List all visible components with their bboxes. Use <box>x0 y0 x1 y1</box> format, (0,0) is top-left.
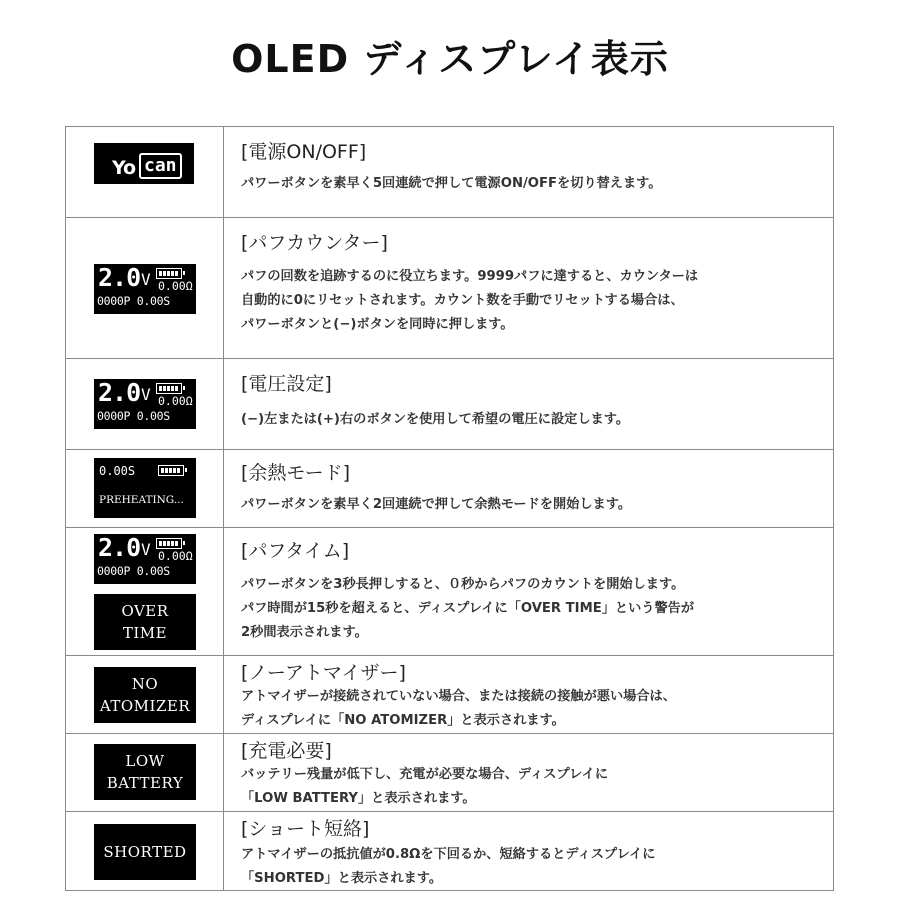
section-title: [パフタイム] <box>241 540 350 562</box>
section-body-line: パワーボタンと(−)ボタンを同時に押します。 <box>241 317 514 332</box>
battery-icon <box>156 383 182 394</box>
section-body-line: 「SHORTED」と表示されます。 <box>241 871 443 886</box>
oled-screen-logo <box>94 143 194 184</box>
puff-time-readout: 0000P 0.00S <box>97 409 170 423</box>
voltage-value: 2.0 <box>98 263 141 292</box>
logo-text-yo: Yo <box>112 157 136 179</box>
section-title: [ショート短絡] <box>241 818 370 840</box>
section-body-line: パワーボタンを素早く5回連続で押して電源ON/OFFを切り替えます。 <box>241 176 662 191</box>
oled-screen-over-time <box>94 594 196 650</box>
section-body-line: パフの回数を追跡するのに役立ちます。9999パフに達すると、カウンターは <box>241 269 699 284</box>
oled-screen-voltage <box>94 534 196 584</box>
page-title: OLED ディスプレイ表示 <box>231 37 669 81</box>
table-row-puff-time <box>66 527 833 655</box>
section-body-line: バッテリー残量が低下し、充電が必要な場合、ディスプレイに <box>241 767 609 782</box>
screen-line-1: LOW <box>125 752 165 770</box>
section-body-line: パフ時間が15秒を超えると、ディスプレイに「OVER TIME」という警告が <box>241 601 695 616</box>
oled-screen-voltage <box>94 379 196 429</box>
section-body-line: (−)左または(+)右のボタンを使用して希望の電圧に設定します。 <box>241 412 630 427</box>
voltage-value: 2.0 <box>98 533 141 562</box>
voltage-unit: V <box>141 540 151 559</box>
section-title: [電源ON/OFF] <box>241 141 367 163</box>
section-body-line: アトマイザーの抵抗値が0.8Ωを下回るか、短絡するとディスプレイに <box>241 847 656 862</box>
section-title: [電圧設定] <box>241 373 332 395</box>
section-body-line: パワーボタンを素早く2回連続で押して余熱モードを開始します。 <box>241 497 632 512</box>
oled-screen-shorted <box>94 824 196 880</box>
section-body-line: 「LOW BATTERY」と表示されます。 <box>241 791 476 806</box>
logo-text-can: can <box>139 153 182 179</box>
battery-icon <box>156 538 182 549</box>
table-row-power <box>66 127 833 217</box>
table-row-puff-counter <box>66 217 833 358</box>
table-row-preheat <box>66 449 833 527</box>
section-body-line: アトマイザーが接続されていない場合、または接続の接触が悪い場合は、 <box>241 689 676 704</box>
section-body-line: 自動的に0にリセットされます。カウント数を手動でリセットする場合は、 <box>241 293 684 308</box>
preheat-status: PREHEATING... <box>99 494 184 506</box>
table-row-low-battery <box>66 733 833 811</box>
table-row-shorted <box>66 811 833 890</box>
voltage-unit: V <box>141 270 151 289</box>
screen-line-1: SHORTED <box>103 843 187 861</box>
screen-line-2: TIME <box>122 624 168 642</box>
table-row-no-atomizer <box>66 655 833 733</box>
screen-line-1: OVER <box>121 602 169 620</box>
section-title: [パフカウンター] <box>241 232 388 254</box>
section-title: [余熱モード] <box>241 462 351 484</box>
section-title: [充電必要] <box>241 740 332 762</box>
section-body-line: ディスプレイに「NO ATOMIZER」と表示されます。 <box>241 713 565 728</box>
puff-time-readout: 0000P 0.00S <box>97 564 170 578</box>
resistance-value: 0.00Ω <box>158 549 193 563</box>
section-body-line: 2秒間表示されます。 <box>241 625 368 640</box>
screen-line-1: NO <box>131 675 159 693</box>
battery-icon <box>156 268 182 279</box>
resistance-value: 0.00Ω <box>158 279 193 293</box>
screen-line-2: ATOMIZER <box>99 697 191 715</box>
voltage-unit: V <box>141 385 151 404</box>
oled-screen-low-battery <box>94 744 196 800</box>
info-table <box>65 126 834 891</box>
battery-icon <box>158 465 184 476</box>
puff-time-readout: 0000P 0.00S <box>97 294 170 308</box>
preheat-time: 0.00S <box>99 464 136 478</box>
section-body-line: パワーボタンを3秒長押しすると、０秒からパフのカウントを開始します。 <box>241 577 685 592</box>
resistance-value: 0.00Ω <box>158 394 193 408</box>
screen-line-2: BATTERY <box>106 774 184 792</box>
oled-screen-preheat <box>94 458 196 518</box>
table-row-voltage <box>66 358 833 449</box>
oled-screen-voltage <box>94 264 196 314</box>
section-title: [ノーアトマイザー] <box>241 662 406 684</box>
voltage-value: 2.0 <box>98 378 141 407</box>
oled-screen-no-atomizer <box>94 667 196 723</box>
